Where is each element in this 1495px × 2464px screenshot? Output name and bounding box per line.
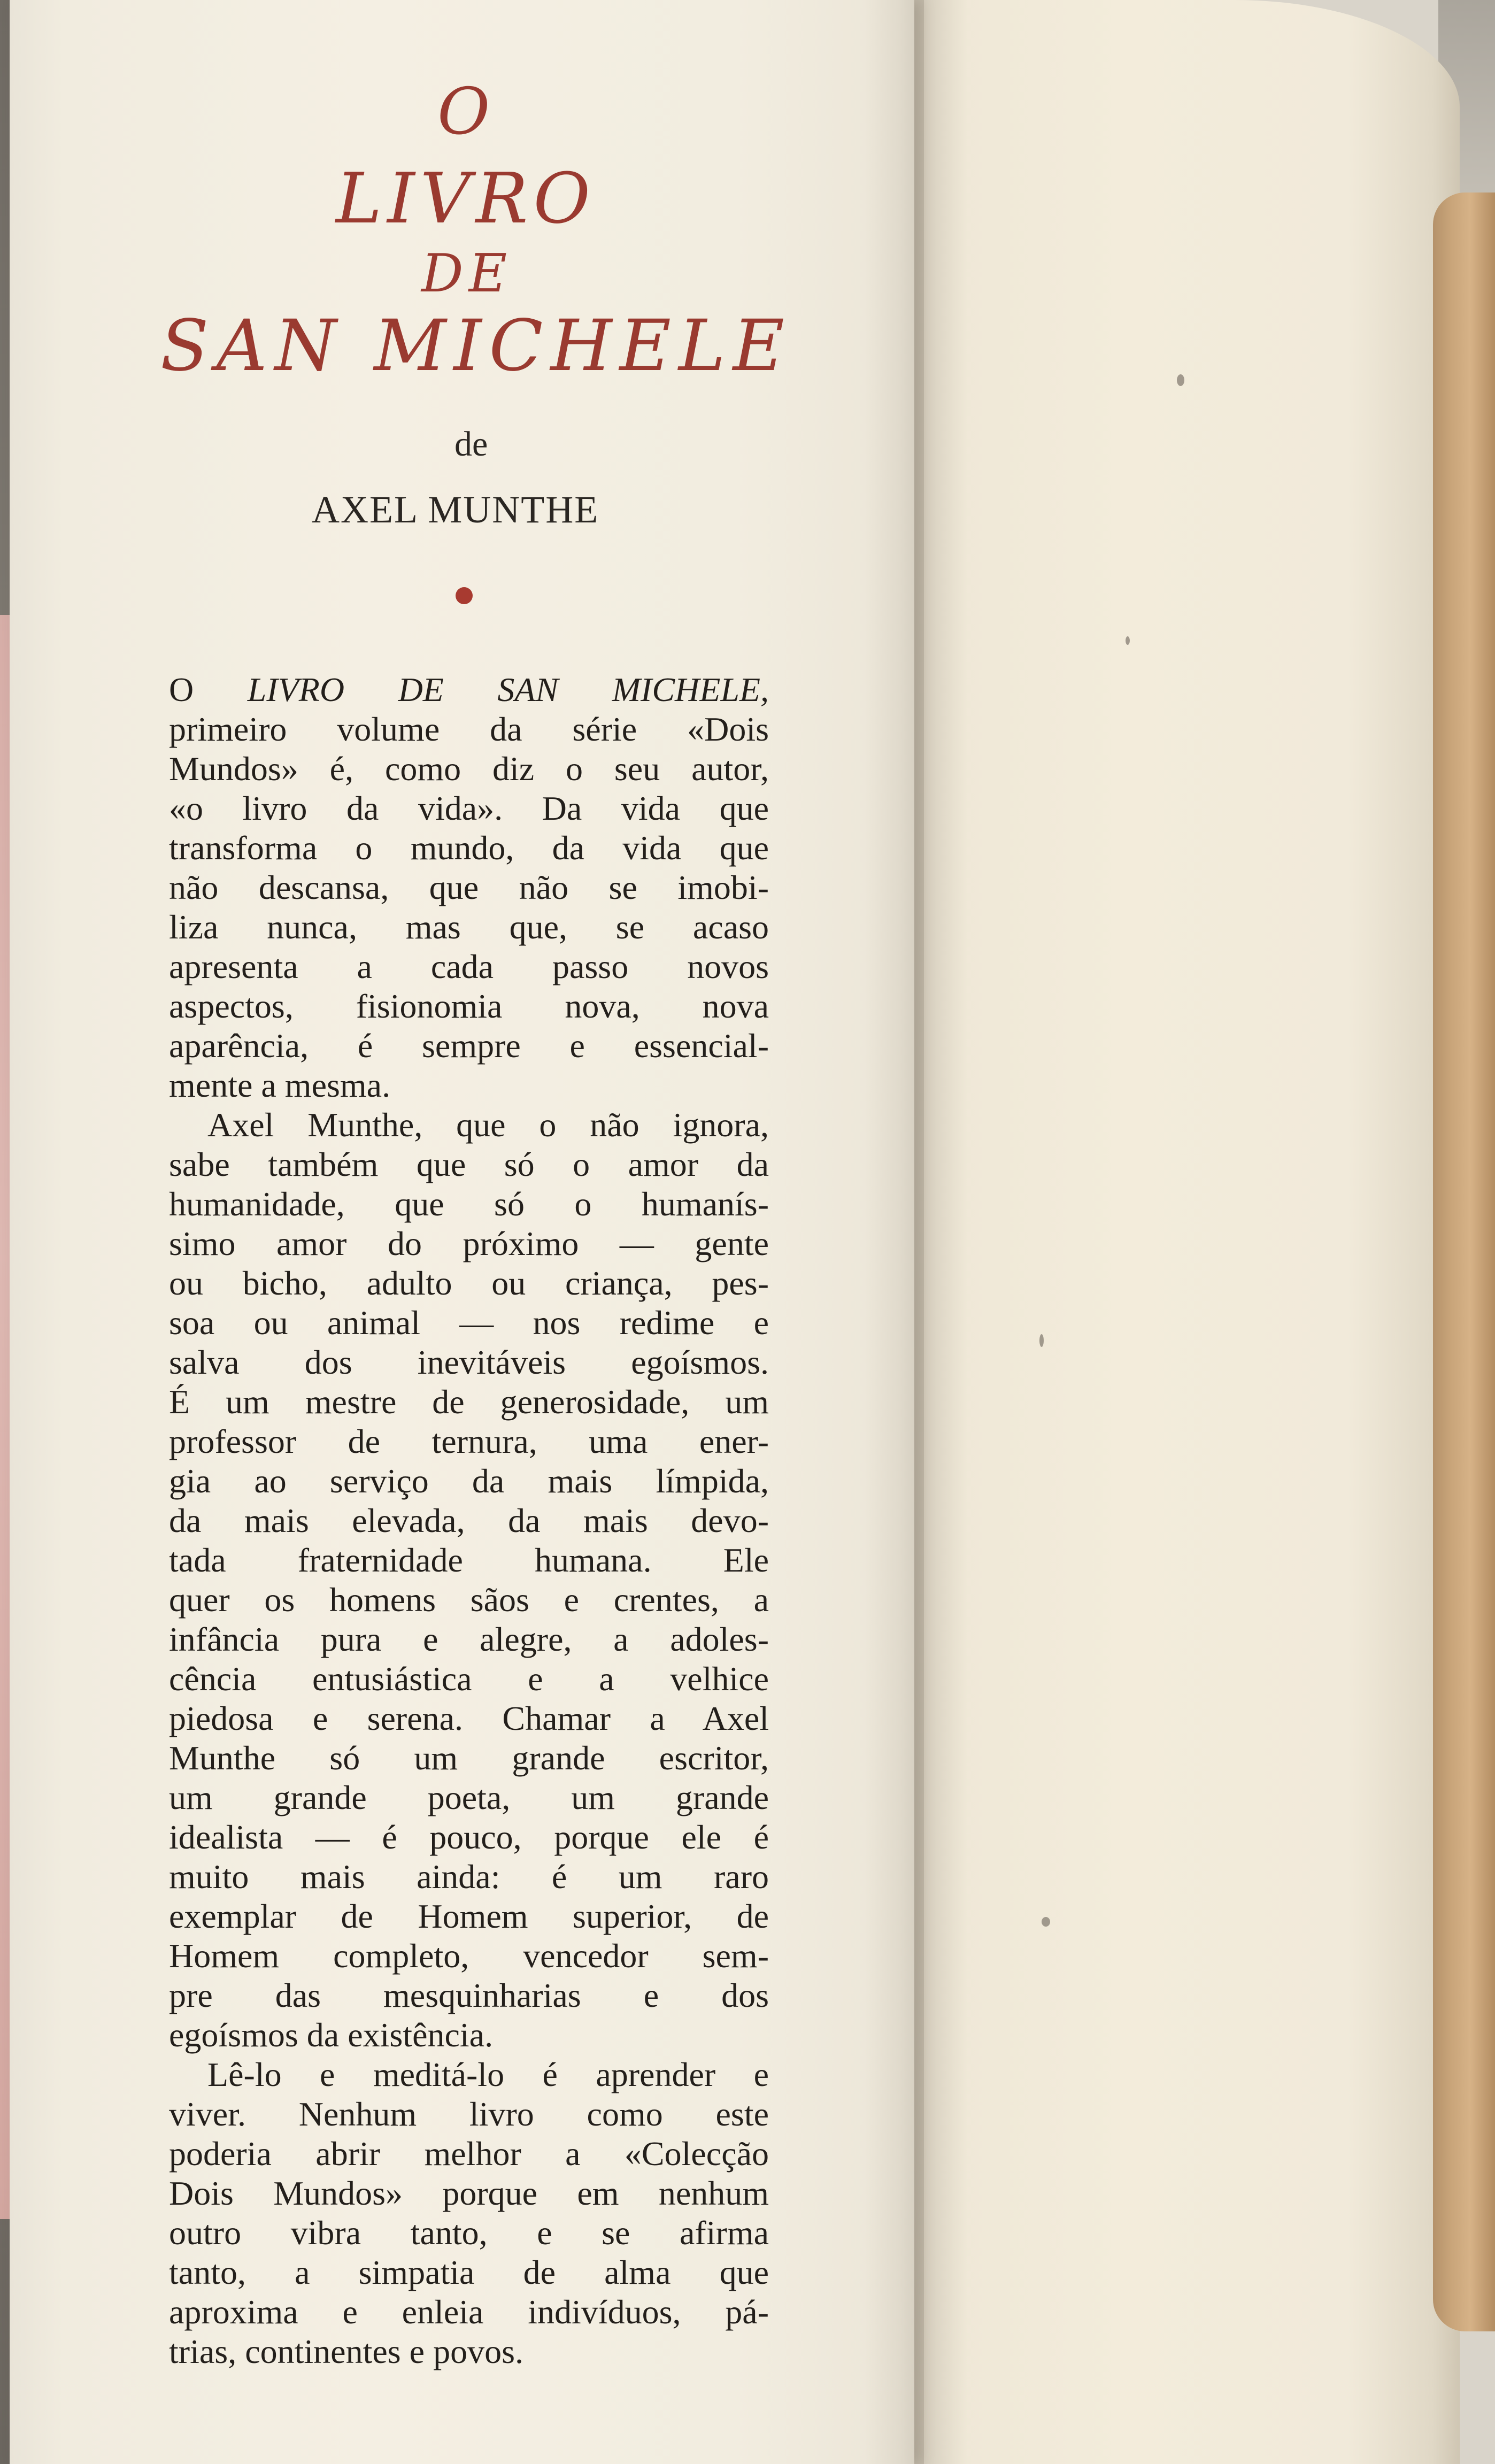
text-line: soa ou animal — nos redime e — [169, 1304, 769, 1342]
book-title-italic: LIVRO DE SAN MICHELE, — [247, 671, 769, 709]
text-line: É um mestre de generosidade, um — [169, 1383, 769, 1421]
title-line-4: SAN MICHELE — [160, 305, 792, 387]
byline: de — [454, 425, 488, 464]
text-line: «o livro da vida». Da vida que — [169, 789, 769, 827]
text-line: tada fraternidade humana. Ele — [169, 1541, 769, 1579]
text-line: O LIVRO DE SAN MICHELE, — [169, 671, 769, 709]
text-line: Lê-lo e meditá-lo é aprender e — [207, 2055, 769, 2093]
text-line: não descansa, que não se imobi- — [169, 868, 769, 906]
text-line: outro vibra tanto, e se afirma — [169, 2214, 769, 2252]
title-line-1: O — [437, 75, 496, 149]
text-line: primeiro volume da série «Dois — [169, 710, 769, 748]
text-line: da mais elevada, da mais devo- — [169, 1502, 769, 1539]
paper-speck — [1042, 1917, 1050, 1927]
text-line: trias, continentes e povos. — [169, 2332, 523, 2370]
text-line: um grande poeta, um grande — [169, 1778, 769, 1816]
book-cover-edge — [1433, 192, 1495, 2331]
bullet-ornament — [456, 587, 473, 604]
text-line: Homem completo, vencedor sem- — [169, 1937, 769, 1975]
text-line: cência entusiástica e a velhice — [169, 1660, 769, 1698]
text-line: Axel Munthe, que o não ignora, — [207, 1106, 769, 1144]
text-line: salva dos inevitáveis egoísmos. — [169, 1343, 769, 1381]
text-line: simo amor do próximo — gente — [169, 1225, 769, 1262]
text-line: muito mais ainda: é um raro — [169, 1858, 769, 1896]
right-book-page — [898, 0, 1460, 2464]
text-line: sabe também que só o amor da — [169, 1145, 769, 1183]
text-line: piedosa e serena. Chamar a Axel — [169, 1699, 769, 1737]
paper-speck — [1039, 1334, 1044, 1347]
author-name: AXEL MUNTHE — [312, 488, 599, 531]
text-line: egoísmos da existência. — [169, 2016, 494, 2054]
paper-speck — [1177, 374, 1184, 386]
text-line: ou bicho, adulto ou criança, pes- — [169, 1264, 769, 1302]
flap-fold-shadow — [865, 0, 924, 2464]
text-line: professor de ternura, uma ener- — [169, 1422, 769, 1460]
text-line: humanidade, que só o humanís- — [169, 1185, 769, 1223]
title-line-3: DE — [421, 243, 513, 304]
text-line: infância pura e alegre, a adoles- — [169, 1620, 769, 1658]
text-line: aproxima e enleia indivíduos, pá- — [169, 2293, 769, 2331]
text-line: quer os homens sãos e crentes, a — [169, 1581, 769, 1619]
text-line: Munthe só um grande escritor, — [169, 1739, 769, 1777]
text-line: mente a mesma. — [169, 1066, 391, 1104]
title-line-2: LIVRO — [336, 158, 596, 239]
text-line: gia ao serviço da mais límpida, — [169, 1462, 769, 1500]
paper-speck — [1126, 636, 1130, 645]
text-line: Mundos» é, como diz o seu autor, — [169, 750, 769, 788]
text-line: aspectos, fisionomia nova, nova — [169, 987, 769, 1025]
text-line: pre das mesquinharias e dos — [169, 1976, 769, 2014]
text-line: liza nunca, mas que, se acaso — [169, 908, 769, 946]
text-line: poderia abrir melhor a «Colecção — [169, 2135, 769, 2173]
text-line: transforma o mundo, da vida que — [169, 829, 769, 867]
text-line: viver. Nenhum livro como este — [169, 2095, 769, 2133]
text-line: aparência, é sempre e essencial- — [169, 1027, 769, 1065]
description-text — [169, 670, 769, 2371]
text-line: idealista — é pouco, porque ele é — [169, 1818, 769, 1856]
book-flap — [10, 0, 914, 2464]
text-line: apresenta a cada passo novos — [169, 948, 769, 985]
text-line: exemplar de Homem superior, de — [169, 1897, 769, 1935]
text-line: tanto, a simpatia de alma que — [169, 2253, 769, 2291]
text-line: Dois Mundos» porque em nenhum — [169, 2174, 769, 2212]
